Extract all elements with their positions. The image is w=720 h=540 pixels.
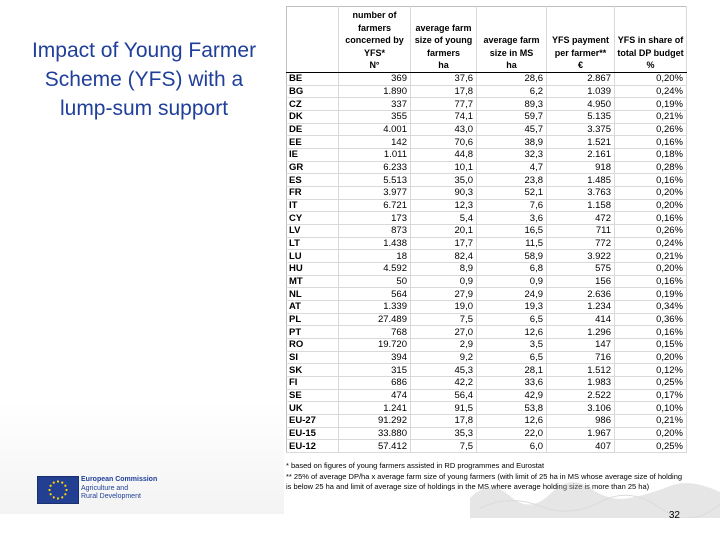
table-cell-farmers: 27.489: [339, 313, 411, 326]
table-cell-farmers: 1.438: [339, 237, 411, 250]
table-cell-share: 0,20%: [615, 187, 687, 200]
table-cell-code: IE: [287, 149, 339, 162]
eu-star-icon: [64, 485, 66, 487]
table-cell-payment: 1.039: [547, 85, 615, 98]
table-cell-yf-size: 8,9: [411, 263, 477, 276]
table-cell-farmers: 564: [339, 288, 411, 301]
unit-ms-farm-size: ha: [477, 60, 547, 73]
table-row: [287, 174, 687, 187]
table-cell-payment: 575: [547, 263, 615, 276]
table-cell-code: RO: [287, 339, 339, 352]
table-row: [287, 98, 687, 111]
title-panel: [0, 0, 284, 514]
table-cell-ms-size: 89,3: [477, 98, 547, 111]
table-cell-yf-size: 44,8: [411, 149, 477, 162]
table-cell-ms-size: 7,6: [477, 199, 547, 212]
table-cell-farmers: 315: [339, 364, 411, 377]
table-row: [287, 187, 687, 200]
table-cell-ms-size: 12,6: [477, 415, 547, 428]
table-cell-yf-size: 17,7: [411, 237, 477, 250]
table-cell-share: 0,12%: [615, 364, 687, 377]
table-cell-farmers: 355: [339, 111, 411, 124]
table-cell-yf-size: 19,0: [411, 301, 477, 314]
table-cell-yf-size: 90,3: [411, 187, 477, 200]
table-row: [287, 73, 687, 86]
table-cell-yf-size: 7,5: [411, 313, 477, 326]
table-cell-share: 0,21%: [615, 250, 687, 263]
table-cell-farmers: 873: [339, 225, 411, 238]
table-cell-share: 0,20%: [615, 199, 687, 212]
header-payment: YFS payment per farmer**: [547, 7, 615, 61]
table-cell-share: 0,20%: [615, 351, 687, 364]
table-cell-farmers: 3.977: [339, 187, 411, 200]
table-cell-code: EU-15: [287, 427, 339, 440]
table-cell-yf-size: 70,6: [411, 136, 477, 149]
table-cell-yf-size: 0,9: [411, 275, 477, 288]
table-cell-code: DK: [287, 111, 339, 124]
table-cell-farmers: 394: [339, 351, 411, 364]
table-cell-ms-size: 23,8: [477, 174, 547, 187]
table-cell-share: 0,16%: [615, 174, 687, 187]
table-cell-ms-size: 42,9: [477, 389, 547, 402]
table-row: [287, 364, 687, 377]
table-cell-payment: 472: [547, 212, 615, 225]
table-cell-farmers: 6.233: [339, 161, 411, 174]
ec-logo-text: [81, 476, 201, 502]
table-cell-code: MT: [287, 275, 339, 288]
table-row: [287, 123, 687, 136]
table-cell-ms-size: 38,9: [477, 136, 547, 149]
table-cell-yf-size: 74,1: [411, 111, 477, 124]
table-cell-code: EE: [287, 136, 339, 149]
table-cell-code: PL: [287, 313, 339, 326]
table-cell-code: NL: [287, 288, 339, 301]
table-cell-yf-size: 56,4: [411, 389, 477, 402]
table-cell-payment: 711: [547, 225, 615, 238]
unit-country: [287, 60, 339, 73]
table-cell-code: IT: [287, 199, 339, 212]
table-cell-yf-size: 43,0: [411, 123, 477, 136]
table-cell-yf-size: 37,6: [411, 73, 477, 86]
table-row: [287, 326, 687, 339]
table-cell-ms-size: 6,5: [477, 351, 547, 364]
table-row: [287, 199, 687, 212]
unit-share: %: [615, 60, 687, 73]
table-cell-ms-size: 52,1: [477, 187, 547, 200]
table-cell-ms-size: 45,7: [477, 123, 547, 136]
eu-star-icon: [48, 489, 50, 491]
table-row: [287, 85, 687, 98]
table-cell-payment: 1.983: [547, 377, 615, 390]
table-cell-payment: 5.135: [547, 111, 615, 124]
table-cell-ms-size: 33,6: [477, 377, 547, 390]
table-row: [287, 136, 687, 149]
table-cell-share: 0,20%: [615, 427, 687, 440]
table-cell-share: 0,26%: [615, 225, 687, 238]
table-cell-share: 0,17%: [615, 389, 687, 402]
slide-title: Impact of Young Farmer Scheme (YFS) with a lump-sum support: [31, 39, 257, 120]
table-cell-yf-size: 27,9: [411, 288, 477, 301]
table-cell-yf-size: 17,8: [411, 85, 477, 98]
table-cell-farmers: 18: [339, 250, 411, 263]
eu-star-icon: [53, 482, 55, 484]
data-table-container: [286, 6, 686, 453]
table-cell-payment: 1.512: [547, 364, 615, 377]
table-cell-payment: 3.375: [547, 123, 615, 136]
table-row: [287, 237, 687, 250]
table-cell-ms-size: 53,8: [477, 402, 547, 415]
decorative-pattern: [470, 458, 720, 518]
table-cell-yf-size: 27,0: [411, 326, 477, 339]
table-row: [287, 415, 687, 428]
table-cell-payment: 2.636: [547, 288, 615, 301]
table-cell-share: 0,25%: [615, 377, 687, 390]
eu-star-icon: [50, 485, 52, 487]
table-cell-ms-size: 32,3: [477, 149, 547, 162]
table-cell-code: DE: [287, 123, 339, 136]
table-cell-ms-size: 0,9: [477, 275, 547, 288]
table-cell-yf-size: 12,3: [411, 199, 477, 212]
table-cell-yf-size: 20,1: [411, 225, 477, 238]
table-cell-payment: 986: [547, 415, 615, 428]
table-cell-farmers: 19.720: [339, 339, 411, 352]
unit-payment: €: [547, 60, 615, 73]
header-ms-farm-size: average farm size in MS: [477, 7, 547, 61]
table-cell-share: 0,18%: [615, 149, 687, 162]
table-cell-share: 0,24%: [615, 85, 687, 98]
table-cell-share: 0,34%: [615, 301, 687, 314]
table-cell-payment: 2.867: [547, 73, 615, 86]
table-row: [287, 149, 687, 162]
table-cell-code: LU: [287, 250, 339, 263]
table-cell-farmers: 768: [339, 326, 411, 339]
table-cell-yf-size: 2,9: [411, 339, 477, 352]
table-cell-farmers: 1.011: [339, 149, 411, 162]
table-cell-ms-size: 4,7: [477, 161, 547, 174]
table-cell-yf-size: 10,1: [411, 161, 477, 174]
eu-star-icon: [64, 493, 66, 495]
table-cell-payment: 1.296: [547, 326, 615, 339]
header-share: YFS in share of total DP budget: [615, 7, 687, 61]
table-cell-share: 0,26%: [615, 123, 687, 136]
table-cell-payment: 1.485: [547, 174, 615, 187]
table-cell-farmers: 474: [339, 389, 411, 402]
eu-star-icon: [61, 496, 63, 498]
table-cell-farmers: 4.592: [339, 263, 411, 276]
table-cell-yf-size: 9,2: [411, 351, 477, 364]
table-cell-yf-size: 91,5: [411, 402, 477, 415]
table-cell-farmers: 91.292: [339, 415, 411, 428]
table-cell-code: HU: [287, 263, 339, 276]
table-cell-yf-size: 42,2: [411, 377, 477, 390]
header-young-farm-size: average farm size of young farmers: [411, 7, 477, 61]
table-cell-code: UK: [287, 402, 339, 415]
table-cell-share: 0,20%: [615, 73, 687, 86]
table-cell-ms-size: 6,5: [477, 313, 547, 326]
table-cell-code: SE: [287, 389, 339, 402]
table-row: [287, 250, 687, 263]
table-cell-share: 0,15%: [615, 339, 687, 352]
table-cell-share: 0,25%: [615, 440, 687, 453]
eu-star-icon: [61, 482, 63, 484]
table-row: [287, 339, 687, 352]
table-cell-ms-size: 28,1: [477, 364, 547, 377]
table-row: [287, 351, 687, 364]
table-cell-share: 0,16%: [615, 212, 687, 225]
table-row: [287, 389, 687, 402]
table-cell-yf-size: 35,0: [411, 174, 477, 187]
table-cell-yf-size: 35,3: [411, 427, 477, 440]
table-cell-payment: 4.950: [547, 98, 615, 111]
table-cell-ms-size: 24,9: [477, 288, 547, 301]
table-header-row: [287, 7, 687, 61]
eu-star-icon: [53, 496, 55, 498]
table-cell-ms-size: 19,3: [477, 301, 547, 314]
table-cell-payment: 2.161: [547, 149, 615, 162]
table-cell-ms-size: 59,7: [477, 111, 547, 124]
table-cell-code: BG: [287, 85, 339, 98]
table-cell-share: 0,19%: [615, 288, 687, 301]
table-cell-farmers: 57.412: [339, 440, 411, 453]
yfs-impact-table: [286, 6, 687, 453]
table-cell-share: 0,24%: [615, 237, 687, 250]
table-row: [287, 111, 687, 124]
table-row: [287, 313, 687, 326]
table-cell-yf-size: 7,5: [411, 440, 477, 453]
table-unit-row: [287, 60, 687, 73]
eu-flag-logo: [37, 476, 79, 504]
table-cell-farmers: 142: [339, 136, 411, 149]
table-cell-share: 0,16%: [615, 326, 687, 339]
table-cell-payment: 716: [547, 351, 615, 364]
table-body: [287, 73, 687, 453]
table-cell-ms-size: 6,0: [477, 440, 547, 453]
table-cell-code: FI: [287, 377, 339, 390]
table-cell-code: FR: [287, 187, 339, 200]
unit-farmers: N°: [339, 60, 411, 73]
eu-star-icon: [65, 489, 67, 491]
table-cell-share: 0,28%: [615, 161, 687, 174]
table-cell-yf-size: 17,8: [411, 415, 477, 428]
table-cell-share: 0,10%: [615, 402, 687, 415]
table-cell-code: EU-12: [287, 440, 339, 453]
ec-dept-line1: Agriculture and: [81, 484, 129, 492]
table-cell-payment: 772: [547, 237, 615, 250]
page-number: 32: [668, 510, 680, 521]
table-row: [287, 225, 687, 238]
table-row: [287, 275, 687, 288]
table-cell-payment: 3.922: [547, 250, 615, 263]
table-cell-share: 0,16%: [615, 136, 687, 149]
table-cell-payment: 1.967: [547, 427, 615, 440]
table-row: [287, 161, 687, 174]
table-cell-farmers: 686: [339, 377, 411, 390]
eu-star-icon: [50, 493, 52, 495]
table-cell-payment: 156: [547, 275, 615, 288]
table-cell-ms-size: 6,8: [477, 263, 547, 276]
table-row: [287, 427, 687, 440]
footnote-1: * based on figures of young farmers assisted in RD programmes and Eurostat: [286, 461, 545, 470]
table-row: [287, 377, 687, 390]
table-cell-share: 0,16%: [615, 275, 687, 288]
table-row: [287, 402, 687, 415]
table-cell-code: SI: [287, 351, 339, 364]
table-cell-farmers: 1.241: [339, 402, 411, 415]
table-cell-ms-size: 3,6: [477, 212, 547, 225]
eu-stars-icon: [38, 477, 78, 503]
table-cell-farmers: 173: [339, 212, 411, 225]
table-row: [287, 440, 687, 453]
table-cell-farmers: 6.721: [339, 199, 411, 212]
table-row: [287, 263, 687, 276]
table-cell-payment: 414: [547, 313, 615, 326]
unit-young-farm-size: ha: [411, 60, 477, 73]
table-cell-farmers: 33.880: [339, 427, 411, 440]
table-cell-code: LV: [287, 225, 339, 238]
table-cell-ms-size: 12,6: [477, 326, 547, 339]
table-cell-code: SK: [287, 364, 339, 377]
footnote-2: ** 25% of average DP/ha x average farm size of young farmers (with limit of 25 ha in MS whose average size of holding is below 25 ha and limit of average size of holdings in the MS where average holding size is more than 25 ha): [286, 472, 683, 491]
table-cell-share: 0,20%: [615, 263, 687, 276]
header-farmers: number of farmers concerned by YFS*: [339, 7, 411, 61]
table-cell-code: AT: [287, 301, 339, 314]
table-cell-payment: 918: [547, 161, 615, 174]
table-cell-farmers: 50: [339, 275, 411, 288]
table-cell-ms-size: 58,9: [477, 250, 547, 263]
table-cell-payment: 147: [547, 339, 615, 352]
ec-org-name: European Commission: [81, 476, 158, 483]
table-cell-yf-size: 77,7: [411, 98, 477, 111]
table-cell-code: ES: [287, 174, 339, 187]
table-cell-payment: 3.763: [547, 187, 615, 200]
table-cell-share: 0,21%: [615, 111, 687, 124]
table-cell-payment: 1.234: [547, 301, 615, 314]
table-cell-farmers: 337: [339, 98, 411, 111]
table-cell-code: GR: [287, 161, 339, 174]
table-cell-ms-size: 28,6: [477, 73, 547, 86]
table-cell-farmers: 1.890: [339, 85, 411, 98]
table-cell-payment: 1.521: [547, 136, 615, 149]
table-cell-farmers: 369: [339, 73, 411, 86]
table-cell-share: 0,19%: [615, 98, 687, 111]
table-cell-farmers: 4.001: [339, 123, 411, 136]
header-country: [287, 7, 339, 61]
table-cell-share: 0,21%: [615, 415, 687, 428]
table-cell-ms-size: 6,2: [477, 85, 547, 98]
table-cell-code: EU-27: [287, 415, 339, 428]
table-cell-payment: 2.522: [547, 389, 615, 402]
table-cell-code: CZ: [287, 98, 339, 111]
table-row: [287, 301, 687, 314]
table-cell-payment: 1.158: [547, 199, 615, 212]
ec-dept-line2: Rural Development: [81, 493, 141, 500]
table-cell-code: BE: [287, 73, 339, 86]
table-cell-code: PT: [287, 326, 339, 339]
table-cell-ms-size: 22,0: [477, 427, 547, 440]
table-row: [287, 212, 687, 225]
table-cell-ms-size: 11,5: [477, 237, 547, 250]
eu-star-icon: [57, 497, 59, 499]
table-cell-farmers: 5.513: [339, 174, 411, 187]
table-cell-ms-size: 3,5: [477, 339, 547, 352]
table-cell-payment: 3.106: [547, 402, 615, 415]
table-cell-payment: 407: [547, 440, 615, 453]
table-cell-ms-size: 16,5: [477, 225, 547, 238]
table-cell-yf-size: 5,4: [411, 212, 477, 225]
table-cell-farmers: 1.339: [339, 301, 411, 314]
table-cell-share: 0,36%: [615, 313, 687, 326]
table-cell-yf-size: 45,3: [411, 364, 477, 377]
table-cell-code: LT: [287, 237, 339, 250]
table-cell-yf-size: 82,4: [411, 250, 477, 263]
table-cell-code: CY: [287, 212, 339, 225]
table-row: [287, 288, 687, 301]
eu-star-icon: [57, 480, 59, 482]
